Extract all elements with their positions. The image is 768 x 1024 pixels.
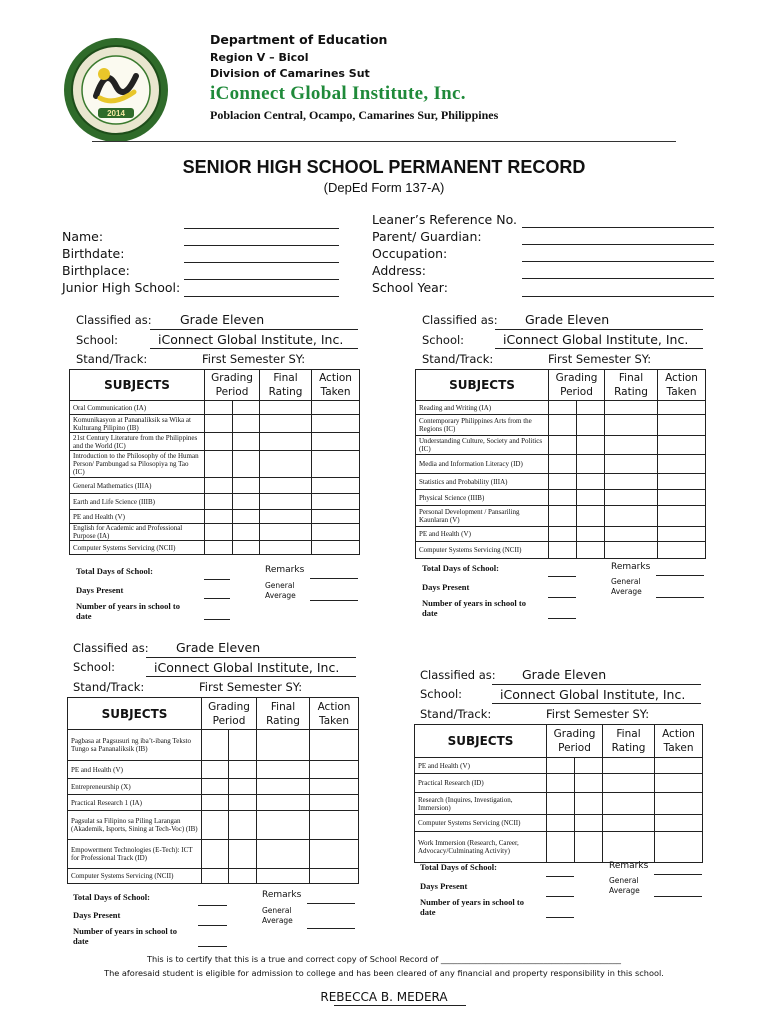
- name-field[interactable]: [184, 228, 339, 229]
- school-year-field[interactable]: [522, 296, 714, 297]
- subject-row: Research (Inquires, Investigation, Immersion): [415, 793, 547, 815]
- form-subtitle: (DepEd Form 137-A): [323, 180, 445, 195]
- remarks-field[interactable]: [656, 575, 704, 576]
- action-header: Action Taken: [310, 698, 359, 730]
- general-average-label: General Average: [265, 581, 296, 600]
- subject-row: Earth and Life Science (IIIB): [70, 494, 205, 510]
- subject-row: Media and Information Literacy (ID): [416, 455, 549, 474]
- total-days-label: Total Days of School:: [73, 892, 150, 902]
- subject-row: Empowerment Technologies (E-Tech): ICT for Professional Track (ID): [68, 840, 202, 869]
- subject-row: PE and Health (V): [68, 761, 202, 779]
- subject-row: Entrepreneurship (X): [68, 779, 202, 795]
- birthdate-label: Birthdate:: [62, 246, 125, 261]
- track-label: Stand/Track:: [76, 352, 148, 366]
- remarks-label: Remarks: [611, 562, 651, 572]
- school-label: School:: [420, 687, 463, 701]
- general-average-field[interactable]: [656, 597, 704, 598]
- school-name: iConnect Global Institute, Inc.: [210, 83, 466, 104]
- signature-line: [334, 1005, 466, 1006]
- school-line: [495, 348, 703, 349]
- final-header: Final Rating: [257, 698, 310, 730]
- days-present-label: Days Present: [422, 582, 470, 592]
- remarks-field[interactable]: [654, 874, 702, 875]
- school-year-label: School Year:: [372, 280, 448, 295]
- remarks-field[interactable]: [310, 578, 358, 579]
- subject-row: General Mathematics (IIIA): [70, 478, 205, 494]
- classified-value: Grade Eleven: [525, 312, 610, 327]
- birthdate-field[interactable]: [184, 245, 339, 246]
- grading-header: Grading Period: [549, 370, 605, 401]
- action-header: Action Taken: [655, 725, 703, 758]
- header-divider: [92, 141, 676, 142]
- subject-row: Computer Systems Servicing (NCII): [416, 542, 549, 559]
- lrn-field[interactable]: [522, 227, 714, 228]
- certification-line-2: The aforesaid student is eligible for admission to college and has been cleared of any financial and property responsibility in this school.: [104, 968, 664, 978]
- jhs-field[interactable]: [184, 296, 339, 297]
- subject-row: Pagsulat sa Filipino sa Piling Larangan (Akademik, Isports, Sining at Tech-Voc) (IB): [68, 811, 202, 840]
- subject-row: Understanding Culture, Society and Politics (IC): [416, 436, 549, 455]
- school-value: iConnect Global Institute, Inc.: [154, 660, 340, 675]
- birthplace2-field[interactable]: [184, 279, 339, 280]
- days-present-field[interactable]: [204, 598, 230, 599]
- school-line: [146, 676, 356, 677]
- semester-label: First Semester SY:: [202, 352, 306, 366]
- final-header: Final Rating: [260, 370, 312, 401]
- general-average-field[interactable]: [310, 600, 358, 601]
- signatory-name: REBECCA B. MEDERA: [320, 990, 448, 1004]
- days-present-field[interactable]: [546, 896, 574, 897]
- subject-row: PE and Health (V): [70, 510, 205, 524]
- years-label: Number of years in school to date: [420, 897, 524, 917]
- grading-header: Grading Period: [547, 725, 603, 758]
- years-label: Number of years in school to date: [73, 926, 177, 946]
- subject-row: Pagbasa at Pagsusuri ng iba’t-ibang Teksto Tungo sa Pananaliksik (IB): [68, 730, 202, 761]
- school-label: School:: [422, 333, 465, 347]
- track-label: Stand/Track:: [420, 707, 492, 721]
- remarks-label: Remarks: [262, 890, 302, 900]
- school-label: School:: [73, 660, 116, 674]
- school-value: iConnect Global Institute, Inc.: [503, 332, 689, 347]
- subject-row: Contemporary Philippines Arts from the Regions (IC): [416, 415, 549, 436]
- school-line: [150, 348, 358, 349]
- school-logo: [62, 36, 170, 144]
- total-days-label: Total Days of School:: [422, 563, 499, 573]
- classified-label: Classified as:: [76, 313, 152, 327]
- years-label: Number of years in school to date: [422, 598, 526, 618]
- days-present-field[interactable]: [548, 597, 576, 598]
- subject-row: Practical Research (ID): [415, 774, 547, 793]
- subject-row: PE and Health (V): [416, 527, 549, 542]
- general-average-field[interactable]: [654, 896, 702, 897]
- total-days-label: Total Days of School:: [76, 566, 153, 576]
- subject-row: Practical Research 1 (IA): [68, 795, 202, 811]
- classified-line: [492, 684, 701, 685]
- semester-label: First Semester SY:: [199, 680, 303, 694]
- subject-row: Computer Systems Servicing (NCII): [68, 869, 202, 884]
- classified-value: Grade Eleven: [522, 667, 607, 682]
- subject-row: Personal Development / Pansariling Kaunlaran (V): [416, 506, 549, 527]
- total-days-field[interactable]: [198, 905, 227, 906]
- school-address: Poblacion Central, Ocampo, Camarines Sur, Philippines: [210, 108, 499, 122]
- lrn-label: Leaner’s Reference No.: [372, 212, 517, 227]
- grading-header: Grading Period: [202, 698, 257, 730]
- total-days-label: Total Days of School:: [420, 862, 497, 872]
- classified-line: [495, 329, 703, 330]
- subject-row: Computer Systems Servicing (NCII): [415, 815, 547, 832]
- years-field[interactable]: [546, 917, 574, 918]
- years-field[interactable]: [198, 946, 227, 947]
- track-label: Stand/Track:: [73, 680, 145, 694]
- days-present-label: Days Present: [76, 585, 124, 595]
- remarks-field[interactable]: [307, 903, 355, 904]
- subject-row: PE and Health (V): [415, 758, 547, 774]
- form-title: SENIOR HIGH SCHOOL PERMANENT RECORD: [182, 157, 586, 177]
- jhs-label: Junior High School:: [62, 280, 181, 295]
- subject-row: Reading and Writing (IA): [416, 401, 549, 415]
- occupation-field[interactable]: [522, 261, 714, 262]
- address-label: Address:: [372, 263, 426, 278]
- remarks-label: Remarks: [265, 565, 305, 575]
- general-average-field[interactable]: [307, 928, 355, 929]
- subjects-table: [69, 369, 360, 555]
- certification-line-1: This is to certify that this is a true and correct copy of School Record of ____________________________________________: [146, 954, 622, 964]
- semester-label: First Semester SY:: [546, 707, 650, 721]
- classified-value: Grade Eleven: [180, 312, 265, 327]
- remarks-label: Remarks: [609, 861, 649, 871]
- subjects-header: SUBJECTS: [415, 725, 547, 758]
- subject-row: Physical Science (IIIB): [416, 490, 549, 506]
- birthplace-label: Birthplace:: [62, 263, 130, 278]
- birthplace-field[interactable]: [184, 262, 339, 263]
- years-label: Number of years in school to date: [76, 601, 180, 621]
- track-label: Stand/Track:: [422, 352, 494, 366]
- subjects-header: SUBJECTS: [70, 370, 205, 401]
- final-header: Final Rating: [605, 370, 658, 401]
- general-average-label: General Average: [262, 906, 293, 925]
- division-heading: Division of Camarines Sut: [210, 67, 370, 80]
- classified-value: Grade Eleven: [176, 640, 261, 655]
- days-present-label: Days Present: [73, 910, 121, 920]
- school-line: [492, 703, 701, 704]
- subjects-table: [414, 724, 703, 863]
- general-average-label: General Average: [611, 577, 642, 596]
- subjects-table: [67, 697, 359, 884]
- years-field[interactable]: [204, 619, 230, 620]
- final-header: Final Rating: [603, 725, 655, 758]
- classified-label: Classified as:: [420, 668, 496, 682]
- subject-row: Introduction to the Philosophy of the Human Person/ Pambungad sa Pilosopiya ng Tao (IC): [70, 451, 205, 478]
- subjects-table: [415, 369, 706, 559]
- guardian-label: Parent/ Guardian:: [372, 229, 482, 244]
- name-label: Name:: [62, 229, 104, 244]
- subject-row: Statistics and Probability (IIIA): [416, 474, 549, 490]
- total-days-field[interactable]: [204, 579, 230, 580]
- subject-row: Work Immersion (Research, Career, Advocacy/Culminating Activity): [415, 832, 547, 863]
- action-header: Action Taken: [658, 370, 706, 401]
- classified-label: Classified as:: [422, 313, 498, 327]
- classified-line: [150, 329, 358, 330]
- subject-row: Computer Systems Servicing (NCII): [70, 541, 205, 555]
- department-heading: Department of Education: [210, 32, 388, 47]
- semester-label: First Semester SY:: [548, 352, 652, 366]
- region-heading: Region V – Bicol: [210, 51, 309, 64]
- days-present-label: Days Present: [420, 881, 468, 891]
- action-header: Action Taken: [312, 370, 360, 401]
- years-field[interactable]: [548, 618, 576, 619]
- subject-row: 21st Century Literature from the Philippines and the World (IC): [70, 433, 205, 451]
- total-days-field[interactable]: [546, 876, 574, 877]
- grading-header: Grading Period: [205, 370, 260, 401]
- days-present-field[interactable]: [198, 925, 227, 926]
- subjects-header: SUBJECTS: [68, 698, 202, 730]
- guardian-field[interactable]: [522, 244, 714, 245]
- classified-line: [146, 657, 356, 658]
- school-label: School:: [76, 333, 119, 347]
- subject-row: Oral Communication (IA): [70, 401, 205, 415]
- school-value: iConnect Global Institute, Inc.: [500, 687, 686, 702]
- logo-year: 2014: [107, 109, 125, 118]
- subject-row: English for Academic and Professional Purpose (IA): [70, 524, 205, 541]
- classified-label: Classified as:: [73, 641, 149, 655]
- total-days-field[interactable]: [548, 576, 576, 577]
- occupation-label: Occupation:: [372, 246, 448, 261]
- school-value: iConnect Global Institute, Inc.: [158, 332, 344, 347]
- address-field[interactable]: [522, 278, 714, 279]
- subject-row: Komunikasyon at Pananaliksik sa Wika at Kulturang Pilipino (IB): [70, 415, 205, 433]
- subjects-header: SUBJECTS: [416, 370, 549, 401]
- general-average-label: General Average: [609, 876, 640, 895]
